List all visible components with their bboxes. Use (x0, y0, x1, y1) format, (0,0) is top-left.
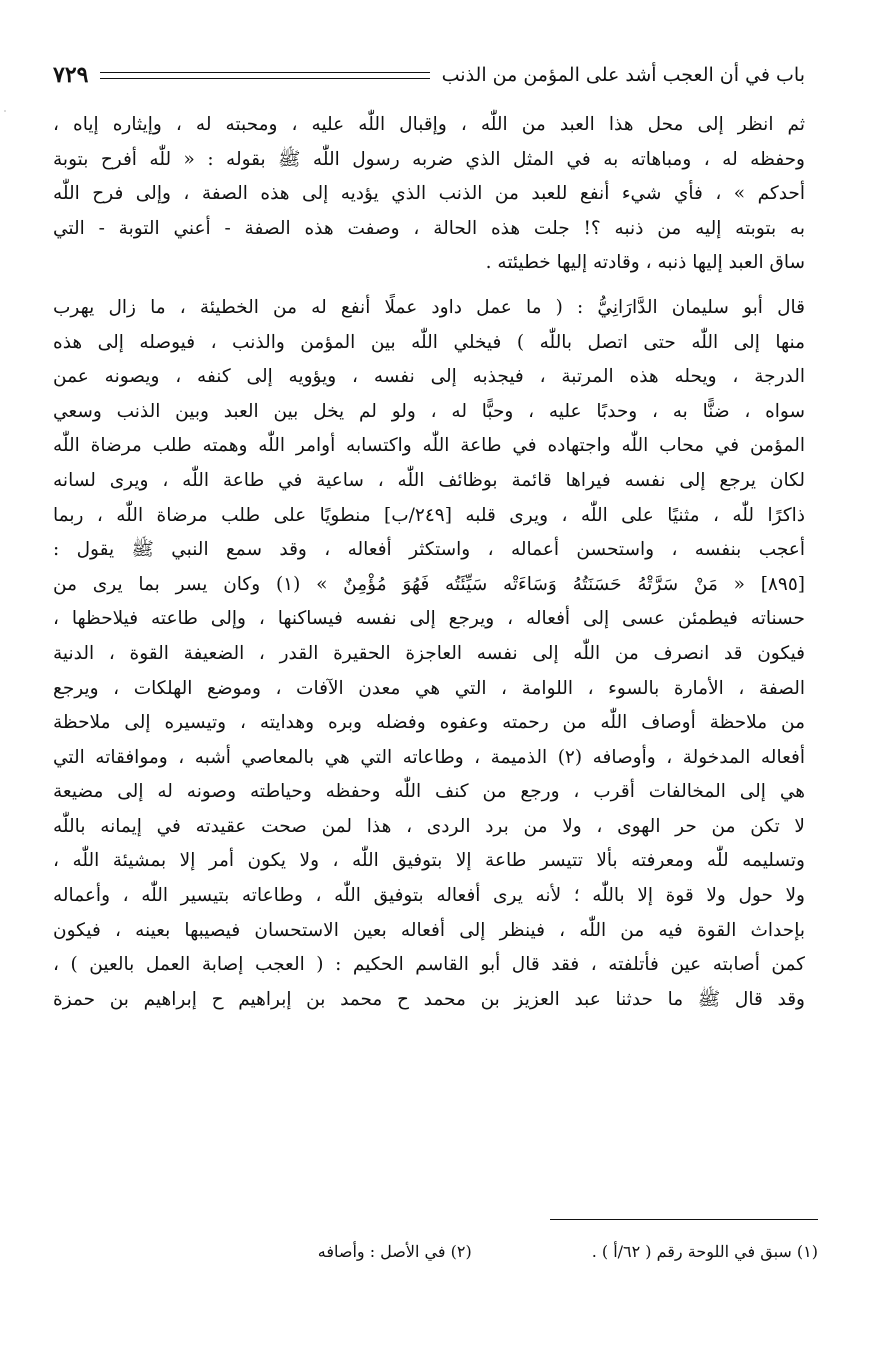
text-line: وحفظه له ، ومباهاته به في المثل الذي ضربه رسول اللّٰه ﷺ بقوله : « للّٰه أفرح بتوبة (53, 148, 805, 170)
hadith-line: [٨٩٥] « مَنْ سَرَّتْهُ حَسَنَتُهُ وَسَاءَتْه سَيِّئَتُه فَهُوَ مُؤْمِنٌ » (١) وكان يسر بما يرى من (53, 573, 805, 595)
text-line: حسناته فيطمئن عسى إلى أفعاله ، ويرجع إلى نفسه فيساكنها ، وإلى طاعته فيلاحظها ، (53, 608, 805, 630)
scan-artifact (4, 110, 6, 112)
text-line: الدرجة ، ويحله هذه المرتبة ، فيجذبه إلى نفسه ، ويؤويه إلى كنفه ، ويصونه عمن (53, 366, 805, 388)
chapter-title: باب في أن العجب أشد على المؤمن من الذنب (441, 64, 805, 86)
text-line: ذاكرًا للّٰه ، مثنيًا على اللّٰه ، ويرى قلبه [٢٤٩/ب] منطويًا على طلب مرضاة اللّٰه ، ربما (53, 504, 805, 526)
text-line: ساق العبد إليها ذنبه ، وقادته إليها خطيئته . (485, 252, 805, 274)
text-line: بإحداث القوة فيه من اللّٰه ، فينظر إلى أفعاله بعين الاستحسان فيصيبها بعينه ، فيكون (53, 919, 805, 941)
text-line: وتسليمه للّٰه ومعرفته بألا تتيسر طاعة إلا بتوفيق اللّٰه ، ولا يكون أمر إلا بمشيئة اللّٰه ، (53, 850, 805, 872)
text-line: ولا حول ولا قوة إلا باللّٰه ؛ لأنه يرى أفعاله بتوفيق اللّٰه ، وطاعاته بتيسير اللّٰه ، وأعماله (53, 885, 805, 907)
text-line: لكان يرجع إلى نفسه فيراها قائمة بوظائف اللّٰه ، ساعية في طاعة اللّٰه ، ويرى لسانه (53, 469, 805, 491)
running-header (53, 58, 805, 92)
main-text (53, 108, 805, 1017)
footnote-2: (٢) في الأصل : وأصافه (317, 1241, 472, 1261)
text-line: لا تكن من حر الهوى ، ولا من برد الردى ، هذا لمن صحت عقيدته في إيمانه باللّٰه (53, 815, 805, 837)
text-line: فيكون قد انصرف من اللّٰه إلى نفسه العاجزة الحقيرة القدر ، الضعيفة القوة ، الدنية (53, 642, 805, 664)
text-line: أحدكم » ، فأي شيء أنفع للعبد من الذنب الذي يؤديه إلى هذه الصفة ، وإلى فرح اللّٰه (53, 183, 805, 205)
header-double-rule (100, 72, 429, 79)
page-number: ٧٢٩ (53, 62, 89, 88)
text-line: وقد قال ﷺ ما حدثنا عبد العزيز بن محمد ح محمد بن إبراهيم ح إبراهيم بن حمزة (53, 988, 805, 1010)
text-line: ثم انظر إلى محل هذا العبد من اللّٰه ، وإقبال اللّٰه عليه ، ومحبته له ، وإيثاره إياه ، (53, 114, 805, 135)
text-line: كمن أصابته عين فأتلفته ، فقد قال أبو القاسم الحكيم : ( العجب إصابة العمل بالعين ) ، (53, 954, 805, 976)
text-line: سواه ، ضنًّا به ، وحدبًا عليه ، وحبًّا له ، ولو لم يخل بين العبد وبين الذنب وسعي (53, 400, 805, 422)
footnote-separator (550, 1219, 818, 1220)
paragraph-gap (53, 281, 805, 291)
text-line: به بتوبته إليه من ذنبه ؟! جلت هذه الحالة ، وصفت هذه الصفة - أعني التوبة - التي (53, 217, 805, 239)
text-line: هي إلى المخالفات أقرب ، ورجع من كنف اللّٰه وحفظه وحياطته وصونه له إلى مضيعة (53, 781, 805, 803)
text-line: المؤمن في محاب اللّٰه واجتهاده في طاعة اللّٰه واكتسابه أوامر اللّٰه وهمته طلب مرضاة اللّٰه (53, 435, 805, 457)
footnote-1: (١) سبق في اللوحة رقم ( ٦٢/أ ) . (591, 1241, 818, 1261)
text-line: الصفة ، الأمارة بالسوء ، اللوامة ، التي هي معدن الآفات ، وموضع الهلكات ، ويرجع (53, 677, 805, 699)
text-line: أفعاله المدخولة ، وأوصافه (٢) الذميمة ، وطاعاته التي هي بالمعاصي أشبه ، وموافقاته التي (53, 746, 805, 768)
text-line: منها إلى اللّٰه حتى اتصل باللّٰه ) فيخلي اللّٰه بين المؤمن والذنب ، فيوصله إلى هذه (53, 331, 805, 353)
text-line: قال أبو سليمان الدَّارَانِيُّ : ( ما عمل داود عملًا أنفع له من الخطيئة ، ما زال يهرب (53, 296, 805, 318)
text-line: من ملاحظة أوصاف اللّٰه من رحمته وعفوه وفضله وبره وهدايته ، وتيسيره إلى ملاحظة (53, 712, 805, 734)
footnotes (118, 1234, 818, 1268)
text-line: أعجب بنفسه ، واستحسن أعماله ، واستكثر أفعاله ، وقد سمع النبي ﷺ يقول : (53, 539, 805, 561)
